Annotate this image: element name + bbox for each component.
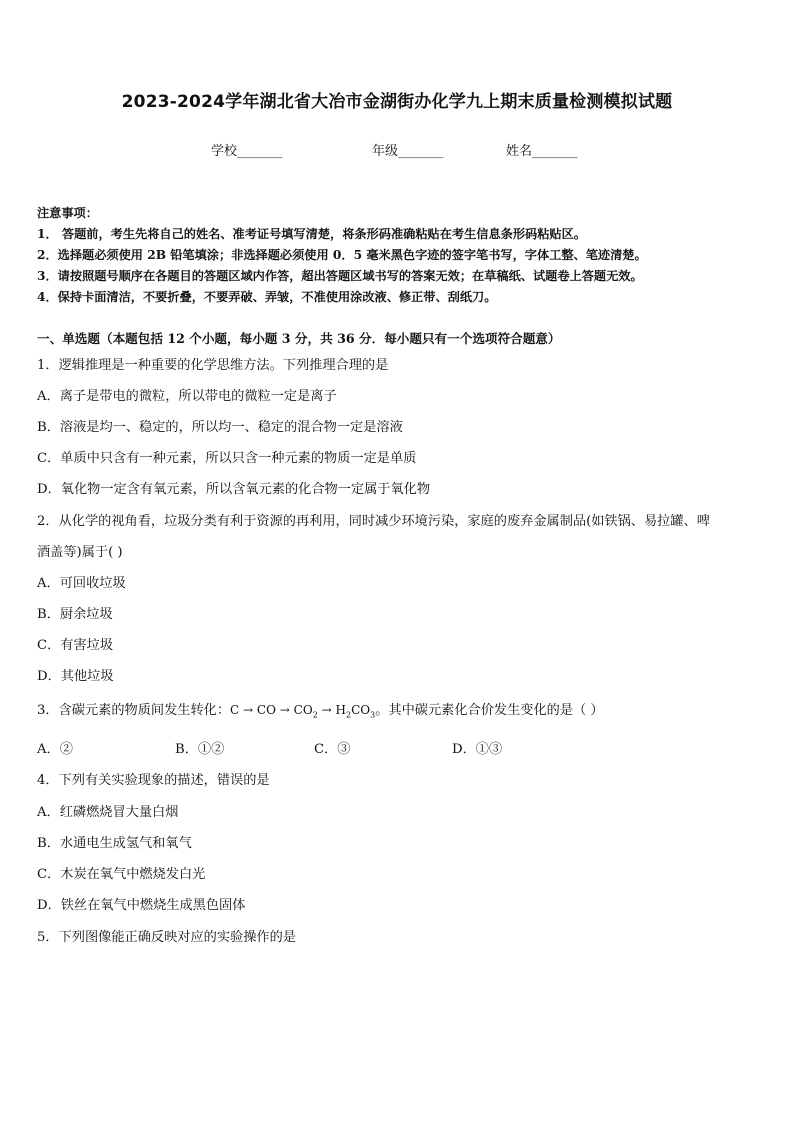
q4-option-c: C．木炭在氧气中燃烧发白光: [37, 867, 206, 882]
q3-stem-post: 。其中碳元素化合价发生变化的是（ ）: [375, 703, 604, 718]
school-field: [211, 140, 283, 159]
notes-block: [37, 203, 647, 308]
q4-option-a: A．红磷燃烧冒大量白烟: [37, 805, 179, 820]
notes-heading: 注意事项：: [37, 206, 98, 220]
grade-blank: _______: [398, 144, 444, 159]
school-label: 学校: [211, 144, 238, 159]
q3-stem: [37, 699, 604, 719]
q4-option-d: D．铁丝在氧气中燃烧生成黑色固体: [37, 898, 246, 913]
school-blank: _______: [237, 144, 283, 159]
q3-option-b: B．①②: [175, 742, 225, 757]
q1-option-c: C．单质中只含有一种元素，所以只含一种元素的物质一定是单质: [37, 451, 417, 466]
grade-label: 年级: [372, 144, 399, 159]
notes-item-3: 3．请按照题号顺序在各题目的答题区域内作答，超出答题区域书写的答案无效；在草稿纸、试题卷上答题无效。: [37, 269, 643, 283]
q2-stem-line1: 2．从化学的视角看，垃圾分类有利于资源的再利用，同时减少环境污染，家庭的废弃金属制品(如铁锅、易拉罐、啤: [37, 514, 710, 529]
q2-option-d: D．其他垃圾: [37, 669, 114, 684]
q5-stem: 5．下列图像能正确反映对应的实验操作的是: [37, 930, 296, 945]
notes-item-1: 1． 答题前，考生先将自己的姓名、准考证号填写清楚，将条形码准确粘贴在考生信息条形码粘贴区。: [37, 227, 586, 241]
q4-option-b: B．水通电生成氢气和氧气: [37, 836, 192, 851]
q2-option-b: B．厨余垃圾: [37, 607, 113, 622]
q3-option-c: C．③: [314, 742, 351, 757]
name-label: 姓名: [506, 144, 533, 159]
q3-formula: C → CO → $CO_2 \to H_2CO_3$: [230, 703, 376, 720]
q1-option-a: A．离子是带电的微粒，所以带电的微粒一定是离子: [37, 389, 337, 404]
grade-field: [372, 140, 444, 159]
q3-option-d: D．①③: [452, 742, 503, 757]
q1-option-b: B．溶液是均一、稳定的，所以均一、稳定的混合物一定是溶液: [37, 420, 403, 435]
q1-option-d: D．氧化物一定含有氧元素，所以含氧元素的化合物一定属于氧化物: [37, 482, 431, 497]
q4-stem: 4．下列有关实验现象的描述，错误的是: [37, 773, 270, 788]
q2-option-c: C．有害垃圾: [37, 638, 114, 653]
name-blank: _______: [532, 144, 578, 159]
q3-stem-pre: 3．含碳元素的物质间发生转化：: [37, 703, 231, 718]
q3-option-a: A．②: [37, 742, 73, 757]
name-field: [506, 140, 578, 159]
q1-stem: 1．逻辑推理是一种重要的化学思维方法。下列推理合理的是: [37, 358, 389, 373]
notes-item-2: 2．选择题必须使用 2B 铅笔填涂；非选择题必须使用 0．5 毫米黑色字迹的签字笔书写，字体工整、笔迹清楚。: [37, 248, 647, 262]
section-heading: 一、单选题（本题包括 12 个小题，每小题 3 分，共 36 分．每小题只有一个选项符合题意）: [37, 331, 561, 346]
q2-stem-line2: 酒盖等)属于( ): [37, 545, 123, 560]
page-title: 2023-2024学年湖北省大冶市金湖街办化学九上期末质量检测模拟试题: [121, 92, 673, 112]
notes-item-4: 4．保持卡面清洁，不要折叠，不要弄破、弄皱，不准使用涂改液、修正带、刮纸刀。: [37, 290, 497, 304]
q2-option-a: A．可回收垃圾: [37, 576, 126, 591]
